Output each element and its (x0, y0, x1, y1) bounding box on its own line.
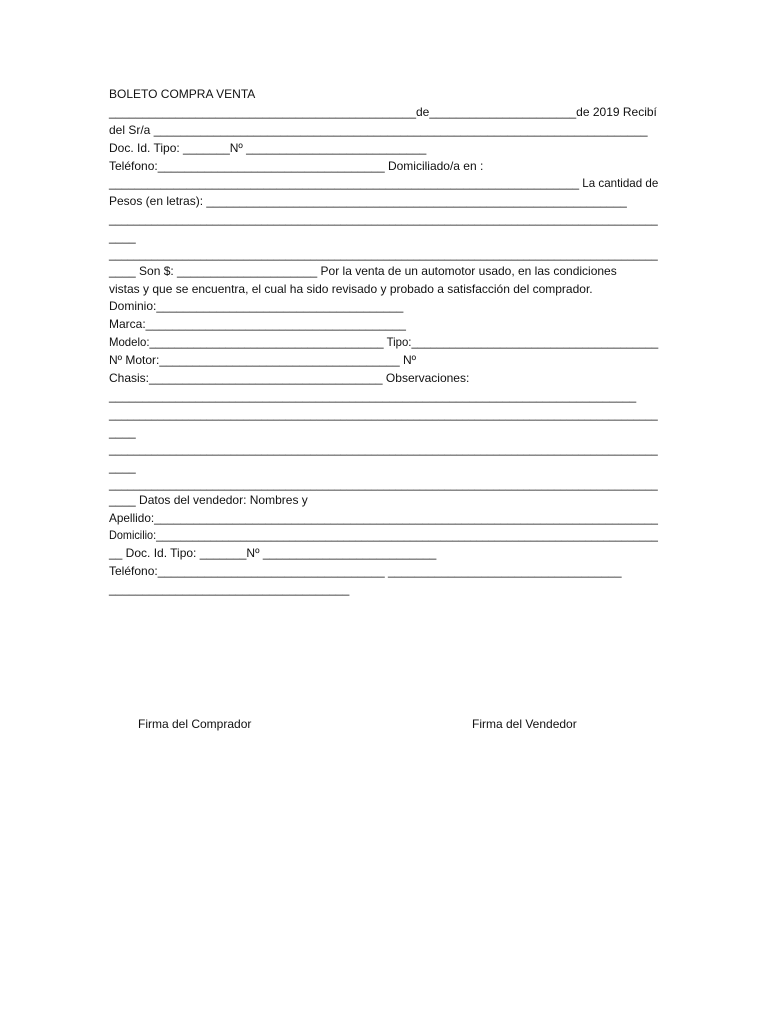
form-line-address: _________________________________________________________________________ La cantidad de (109, 176, 659, 190)
form-line-chassis-observations: Chasis:___________________________________ Observaciones: (109, 371, 470, 385)
form-line-date: ______________________________________________de______________________de 2019 Recibí (109, 105, 657, 119)
form-line-amount-words: Pesos (en letras): _______________________________________________________________ (109, 194, 627, 208)
form-line-seller-phone: Teléfono:__________________________________ ___________________________________ (109, 564, 622, 578)
form-line-brand: Marca:_______________________________________ (109, 317, 406, 331)
form-line-amount-number: ____ Son $: _____________________ Por la venta de un automotor usado, en las condiciones (109, 264, 617, 278)
buyer-signature-label: Firma del Comprador (138, 717, 252, 731)
form-line-blank: __________________________________________________________________________________________ (109, 442, 658, 456)
form-line-conditions: vistas y que se encuentra, el cual ha sido revisado y probado a satisfacción del comprador. (109, 282, 593, 296)
form-line-blank-last: ____________________________________ (109, 582, 350, 596)
form-line-seller-data: ____ Datos del vendedor: Nombres y (109, 493, 308, 507)
form-line-seller-surname: Apellido:_____________________________________________________________________________ (109, 511, 658, 525)
form-line-blank: __________________________________________________________________________________________ (109, 477, 658, 491)
form-line-buyer-doc-id: Doc. Id. Tipo: _______Nº ___________________________ (109, 141, 427, 155)
form-line-blank-short: ____ (109, 425, 136, 439)
form-line-domain: Dominio:_____________________________________ (109, 299, 404, 313)
form-line-blank: __________________________________________________________________________________________ (109, 407, 658, 421)
form-line-seller-doc-id: __ Doc. Id. Tipo: _______Nº __________________________ (109, 546, 437, 560)
form-line-blank: __________________________________________________________________________________________ (109, 247, 658, 261)
form-line-blank-short: ____ (109, 230, 136, 244)
form-line-blank: _______________________________________________________________________________ (109, 389, 637, 403)
form-line-blank-short: ____ (109, 460, 136, 474)
seller-signature-label: Firma del Vendedor (472, 717, 577, 731)
form-line-engine-number: Nº Motor:____________________________________ Nº (109, 353, 417, 367)
form-line-seller-address: Domicilio:___________________________________________________________________________________ (109, 528, 658, 542)
form-line-blank: __________________________________________________________________________________________ (109, 212, 658, 226)
form-line-model-type: Modelo:_____________________________________ Tipo:_______________________________________ (109, 335, 659, 349)
form-line-received-from: del Sr/a __________________________________________________________________________ (109, 123, 648, 137)
document-title: BOLETO COMPRA VENTA (109, 87, 256, 101)
form-line-buyer-phone: Teléfono:__________________________________ Domiciliado/a en : (109, 159, 484, 173)
